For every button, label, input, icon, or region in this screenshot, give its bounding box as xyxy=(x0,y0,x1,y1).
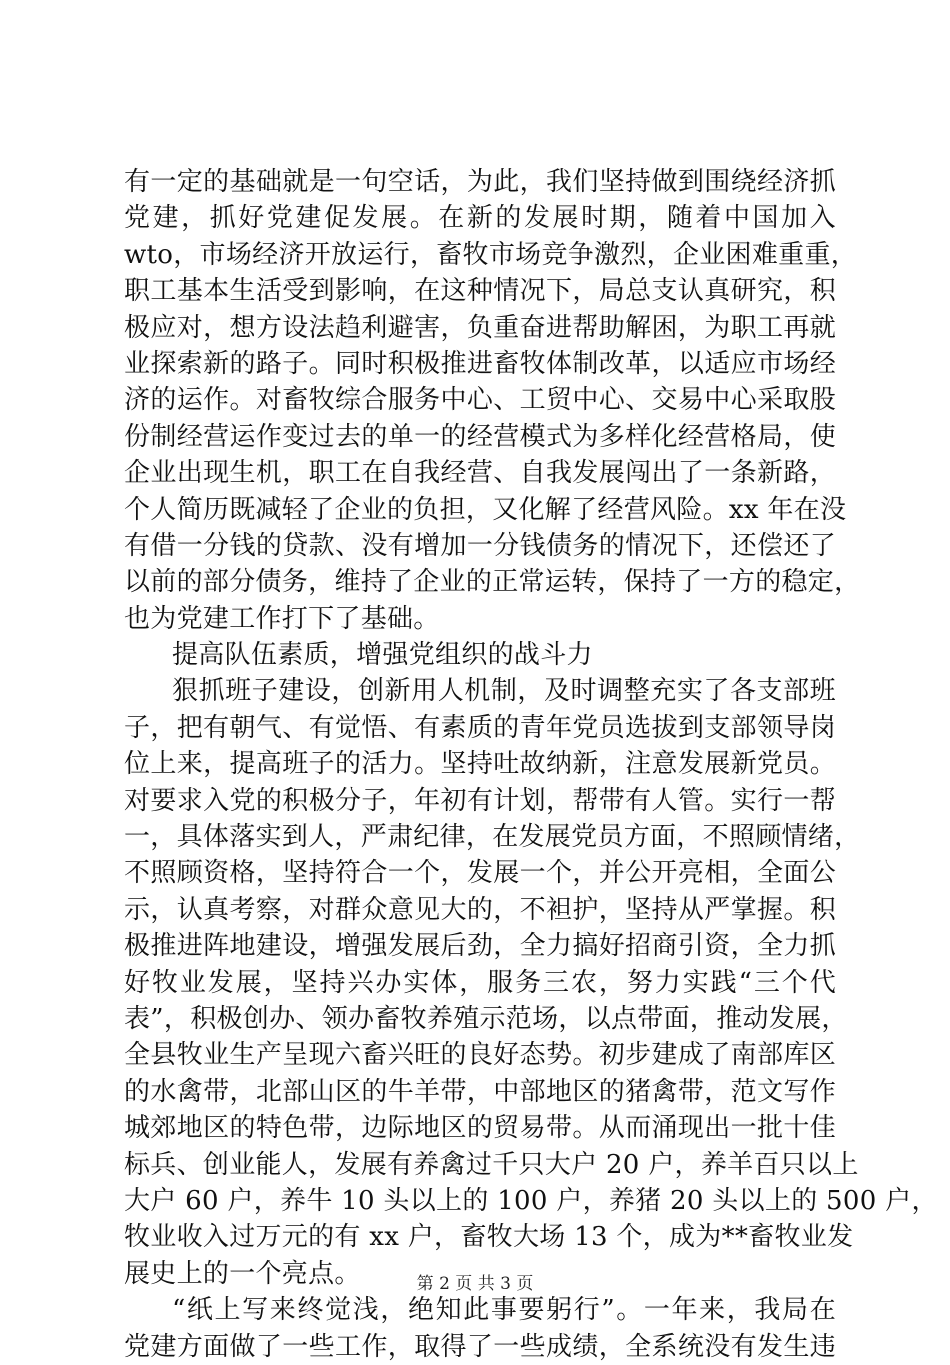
text-line: 城郊地区的特色带，边际地区的贸易带。从而涌现出一批十佳 xyxy=(124,1113,836,1144)
text-line: 全县牧业生产呈现六畜兴旺的良好态势。初步建成了南部库区 xyxy=(124,1040,836,1071)
text-line: 牧业收入过万元的有 xx 户，畜牧大场 13 个，成为**畜牧业发 xyxy=(124,1222,854,1253)
paragraph xyxy=(124,637,836,673)
text-line: 济的运作。对畜牧综合服务中心、工贸中心、交易中心采取股 xyxy=(124,385,836,416)
text-line: 对要求入党的积极分子，年初有计划，帮带有人管。实行一帮 xyxy=(124,785,836,816)
text-line: 也为党建工作打下了基础。 xyxy=(124,603,440,634)
paragraph xyxy=(124,673,938,1292)
text-line: 业探索新的路子。同时积极推进畜牧体制改革，以适应市场经 xyxy=(124,348,836,379)
text-line: 提高队伍素质，增强党组织的战斗力 xyxy=(172,640,593,671)
text-line: 有借一分钱的贷款、没有增加一分钱债务的情况下，还偿还了 xyxy=(124,530,836,561)
text-line: 位上来，提高班子的活力。坚持吐故纳新，注意发展新党员。 xyxy=(124,749,836,780)
text-line: 的水禽带，北部山区的牛羊带，中部地区的猪禽带，范文写作 xyxy=(124,1076,836,1107)
text-line: 极应对，想方设法趋利避害，负重奋进帮助解困，为职工再就 xyxy=(124,312,836,343)
text-line: 企业出现生机，职工在自我经营、自我发展闯出了一条新路， xyxy=(124,458,836,489)
text-line: 极推进阵地建设，增强发展后劲，全力搞好招商引资，全力抓 xyxy=(124,931,836,962)
text-line: 不照顾资格，坚持符合一个，发展一个，并公开亮相，全面公 xyxy=(124,858,836,889)
page-number: 第 2 页 共 3 页 xyxy=(416,1274,534,1294)
text-line: 党建方面做了一些工作，取得了一些成绩，全系统没有发生违 xyxy=(124,1331,836,1362)
text-line: 展史上的一个亮点。 xyxy=(124,1258,361,1289)
text-line: 好牧业发展，坚持兴办实体，服务三农，努力实践“三个代 xyxy=(124,967,836,998)
text-line: 示，认真考察，对群众意见大的，不袒护，坚持从严掌握。积 xyxy=(124,894,836,925)
text-line: 职工基本生活受到影响，在这种情况下，局总支认真研究，积 xyxy=(124,276,836,307)
text-line: 有一定的基础就是一句空话，为此，我们坚持做到围绕经济抓 xyxy=(124,167,836,197)
text-line: 大户 60 户，养牛 10 头以上的 100 户，养猪 20 头以上的 500 户， xyxy=(124,1185,938,1216)
text-line: wto，市场经济开放运行，畜牧市场竞争激烈，企业困难重重， xyxy=(124,239,858,270)
text-line: 子，把有朝气、有觉悟、有素质的青年党员选拔到支部领导岗 xyxy=(124,712,836,743)
text-line: 以前的部分债务，维持了企业的正常运转，保持了一方的稳定， xyxy=(124,567,861,598)
document-body xyxy=(124,164,938,1365)
text-line: 表”，积极创办、领办畜牧养殖示范场，以点带面，推动发展， xyxy=(124,1003,848,1034)
text-line: 标兵、创业能人，发展有养禽过千只大户 20 户，养羊百只以上 xyxy=(124,1149,859,1180)
text-line: 狠抓班子建设，创新用人机制，及时调整充实了各支部班 xyxy=(172,676,836,707)
paragraph xyxy=(124,164,861,637)
paragraph xyxy=(124,1292,836,1365)
text-line: 一，具体落实到人，严肃纪律，在发展党员方面，不照顾情绪， xyxy=(124,822,861,853)
text-line: “纸上写来终觉浅，绝知此事要躬行”。一年来，我局在 xyxy=(172,1295,836,1326)
text-line: 党建，抓好党建促发展。在新的发展时期，随着中国加入 xyxy=(124,203,836,234)
text-line: 个人简历既减轻了企业的负担，又化解了经营风险。xx 年在没 xyxy=(124,494,847,525)
text-line: 份制经营运作变过去的单一的经营模式为多样化经营格局，使 xyxy=(124,421,836,452)
page-footer xyxy=(0,1269,950,1294)
